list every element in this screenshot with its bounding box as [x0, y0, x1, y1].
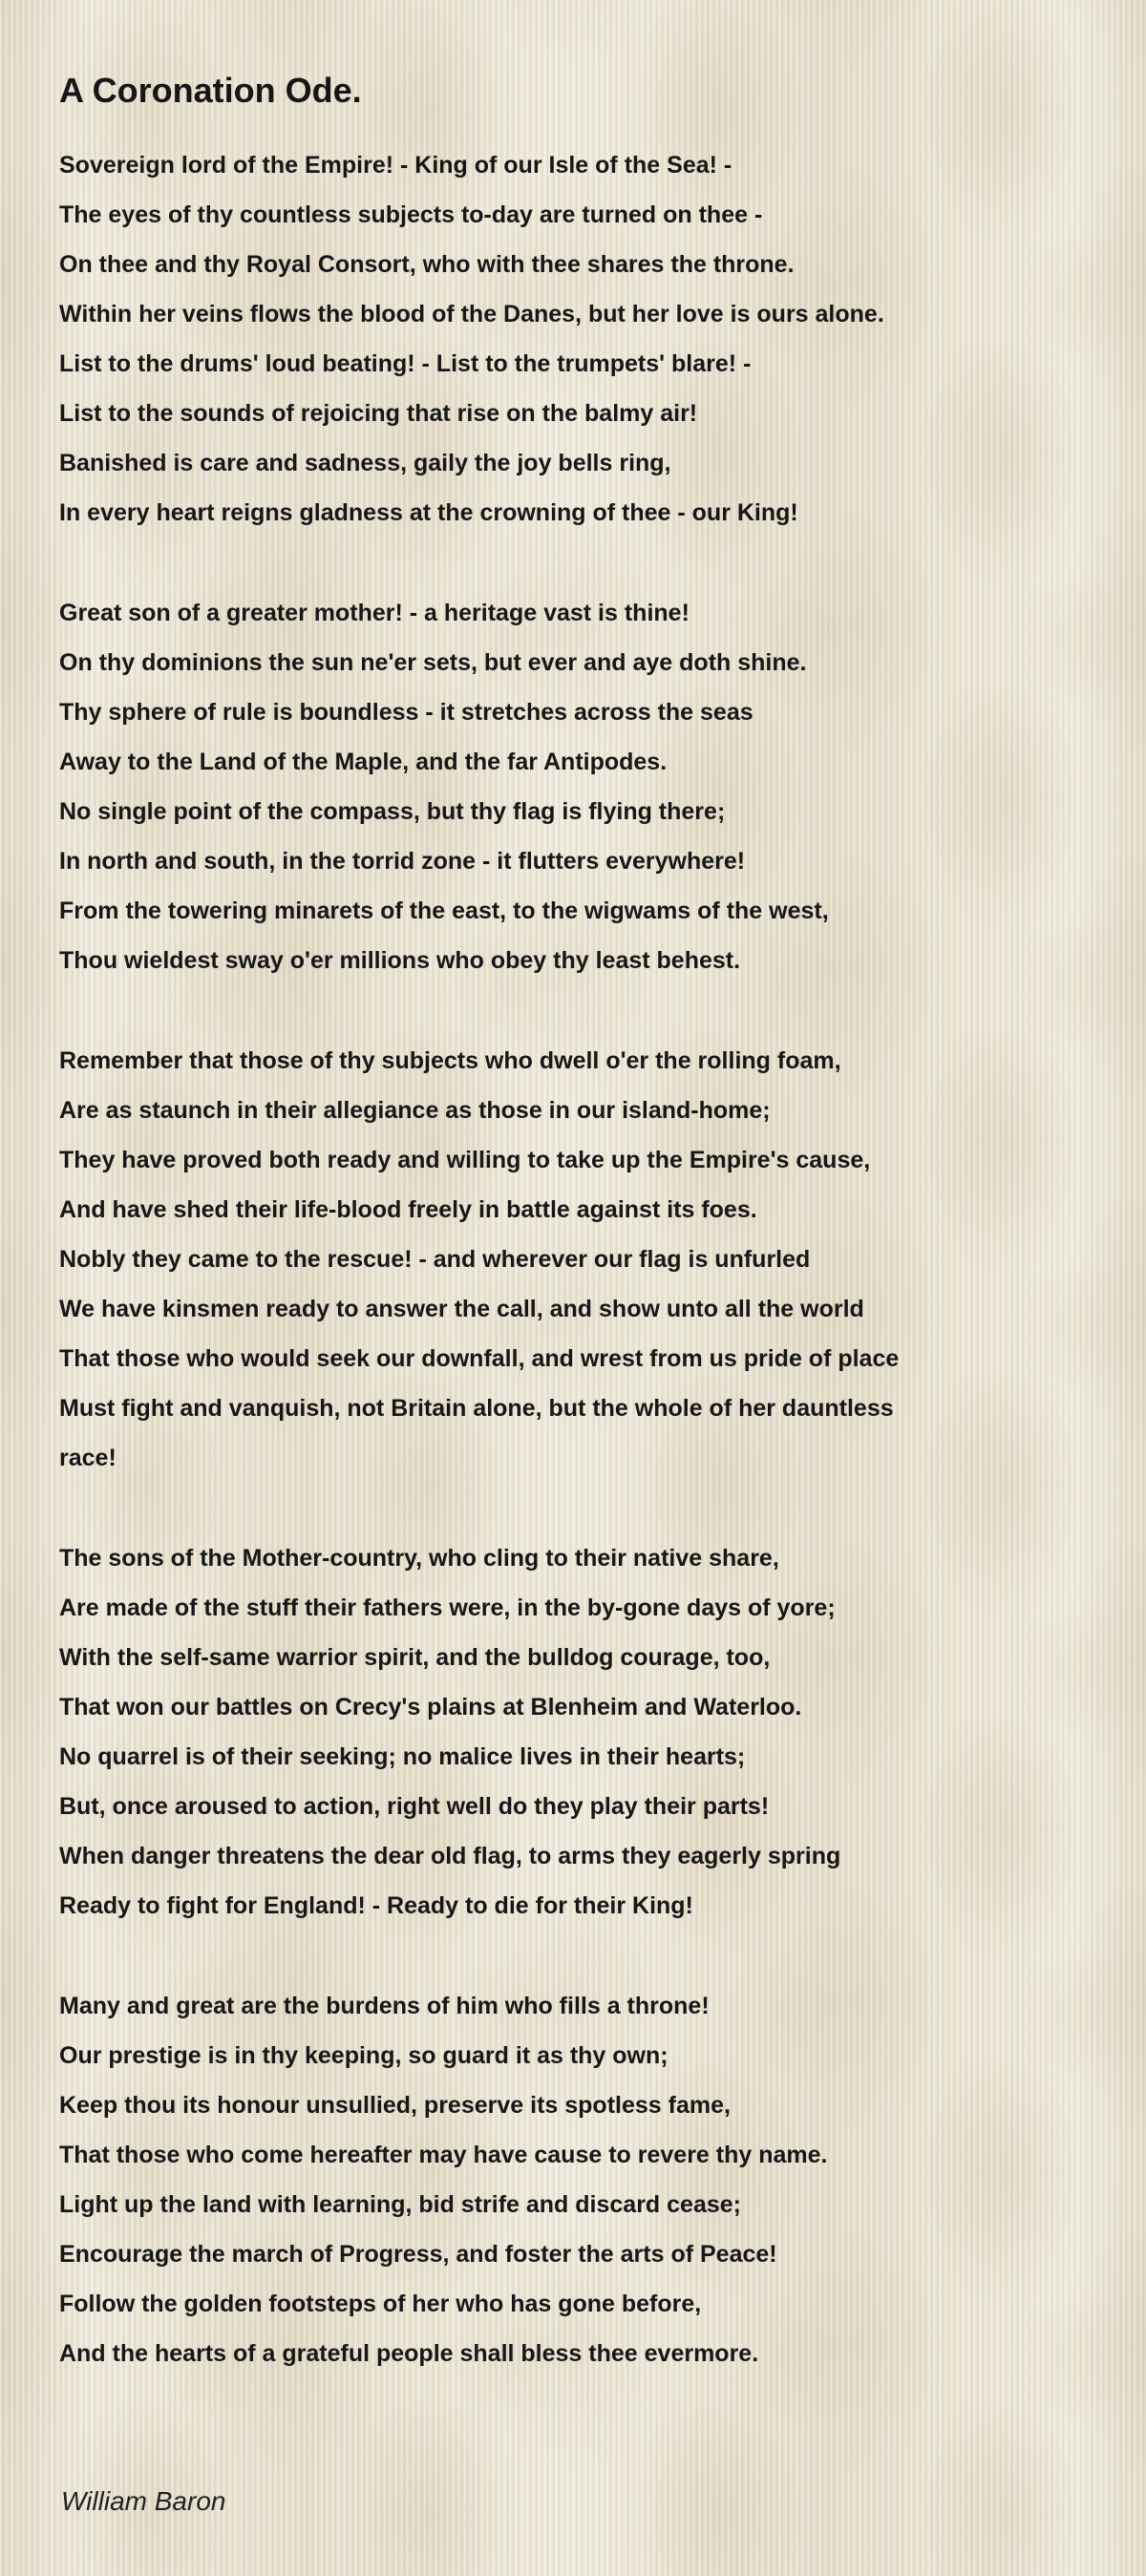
- poem-line: That those who would seek our downfall, and wrest from us pride of place: [59, 1345, 900, 1372]
- poem-line: When danger threatens the dear old flag, to arms they eagerly spring: [59, 1843, 841, 1869]
- poem-line: That those who come hereafter may have cause to revere thy name.: [59, 2142, 828, 2168]
- poem-line: Are made of the stuff their fathers were, in the by-gone days of yore;: [59, 1594, 836, 1621]
- poem-line: Sovereign lord of the Empire! - King of our Isle of the Sea! -: [59, 152, 732, 179]
- poem-line: From the towering minarets of the east, to the wigwams of the west,: [59, 897, 829, 924]
- poem-line: Nobly they came to the rescue! - and wherever our flag is unfurled: [59, 1246, 811, 1273]
- poem-line: Ready to fight for England! - Ready to die for their King!: [59, 1892, 693, 1919]
- poem-line: Are as staunch in their allegiance as those in our island-home;: [59, 1097, 771, 1124]
- poem-line: Keep thou its honour unsullied, preserve its spotless fame,: [59, 2092, 731, 2119]
- poem-line: List to the drums' loud beating! - List to the trumpets' blare! -: [59, 350, 752, 377]
- poem-line: The eyes of thy countless subjects to-day are turned on thee -: [59, 201, 763, 228]
- poem-line: Within her veins flows the blood of the Danes, but her love is ours alone.: [59, 301, 884, 327]
- poem-line: But, once aroused to action, right well do they play their parts!: [59, 1793, 770, 1820]
- poem-title: A Coronation Ode.: [59, 71, 362, 111]
- poem-line: Encourage the march of Progress, and foster the arts of Peace!: [59, 2241, 777, 2268]
- poem-line: On thee and thy Royal Consort, who with thee shares the throne.: [59, 251, 795, 278]
- poem-line: No single point of the compass, but thy flag is flying there;: [59, 798, 726, 825]
- poem-line: Must fight and vanquish, not Britain alone, but the whole of her dauntless: [59, 1395, 894, 1422]
- poem-line: With the self-same warrior spirit, and the bulldog courage, too,: [59, 1644, 771, 1671]
- poem: [59, 140, 1146, 2429]
- poem-line: Away to the Land of the Maple, and the far Antipodes.: [59, 749, 668, 775]
- poem-line: Follow the golden footsteps of her who has gone before,: [59, 2291, 702, 2317]
- poem-line: Light up the land with learning, bid strife and discard cease;: [59, 2191, 741, 2218]
- poem-line: The sons of the Mother-country, who cling to their native share,: [59, 1545, 779, 1572]
- stanza: [59, 588, 1146, 985]
- poem-line: And the hearts of a grateful people shall bless thee evermore.: [59, 2340, 759, 2367]
- stanza: [59, 1533, 1146, 1931]
- stanza: [59, 140, 1146, 538]
- poem-line: Our prestige is in thy keeping, so guard it as thy own;: [59, 2042, 668, 2069]
- poem-line: Great son of a greater mother! - a heritage vast is thine!: [59, 600, 690, 626]
- poem-line: Banished is care and sadness, gaily the joy bells ring,: [59, 450, 671, 476]
- poem-line: They have proved both ready and willing to take up the Empire's cause,: [59, 1147, 871, 1173]
- stanza: [59, 1036, 1146, 1483]
- poem-line: On thy dominions the sun ne'er sets, but ever and aye doth shine.: [59, 649, 807, 676]
- poem-line: In north and south, in the torrid zone - it flutters everywhere!: [59, 848, 746, 875]
- poem-line: Remember that those of thy subjects who dwell o'er the rolling foam,: [59, 1047, 841, 1074]
- poem-line: Thy sphere of rule is boundless - it stretches across the seas: [59, 699, 753, 726]
- poem-line: race!: [59, 1445, 117, 1471]
- stanza: [59, 1981, 1146, 2378]
- poem-line: And have shed their life-blood freely in battle against its foes.: [59, 1196, 757, 1223]
- poem-line: In every heart reigns gladness at the crowning of thee - our King!: [59, 499, 798, 526]
- poem-author: William Baron: [61, 2486, 226, 2516]
- poem-line: No quarrel is of their seeking; no malice lives in their hearts;: [59, 1743, 746, 1770]
- poem-line: Thou wieldest sway o'er millions who obey thy least behest.: [59, 947, 741, 974]
- poem-line: List to the sounds of rejoicing that rise on the balmy air!: [59, 400, 698, 427]
- poem-line: We have kinsmen ready to answer the call, and show unto all the world: [59, 1296, 864, 1322]
- poem-line: That won our battles on Crecy's plains at Blenheim and Waterloo.: [59, 1694, 802, 1721]
- poem-line: Many and great are the burdens of him who fills a throne!: [59, 1993, 710, 2019]
